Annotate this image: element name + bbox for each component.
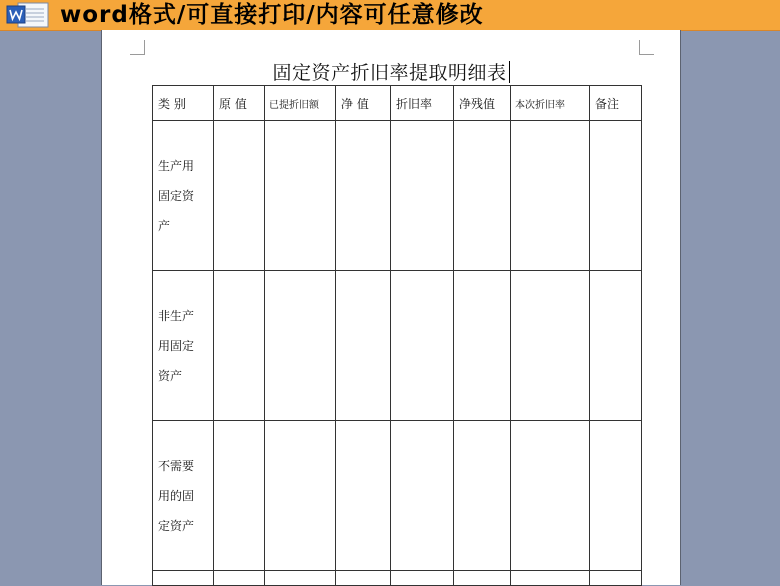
text-cursor — [509, 61, 510, 83]
table-row — [153, 271, 642, 421]
table-cell[interactable] — [214, 421, 265, 571]
category-line: 不需要 — [158, 458, 195, 473]
header-category[interactable]: 类 别 — [153, 86, 214, 121]
table-cell[interactable] — [214, 121, 265, 271]
table-cell[interactable] — [590, 571, 642, 586]
category-cell[interactable] — [153, 121, 214, 271]
category-line: 非生产 — [158, 308, 195, 323]
table-cell[interactable] — [454, 271, 511, 421]
table-cell[interactable] — [391, 271, 454, 421]
table-cell[interactable] — [336, 421, 391, 571]
category-line: 用的固 — [158, 488, 195, 503]
table-cell[interactable] — [391, 571, 454, 586]
table-row — [153, 121, 642, 271]
table-row — [153, 421, 642, 571]
header-accumulated-depreciation[interactable]: 已提折旧额 — [265, 86, 336, 121]
table-cell[interactable] — [590, 121, 642, 271]
category-line: 固定资 — [158, 188, 195, 203]
header-current-depreciation-rate[interactable]: 本次折旧率 — [511, 86, 590, 121]
header-original-value[interactable]: 原 值 — [214, 86, 265, 121]
table-cell[interactable] — [391, 121, 454, 271]
table-cell[interactable] — [511, 421, 590, 571]
category-line: 资产 — [158, 368, 183, 383]
category-line: 定资产 — [158, 518, 195, 533]
table-cell[interactable] — [265, 571, 336, 586]
table-cell[interactable] — [391, 421, 454, 571]
table-cell[interactable] — [590, 271, 642, 421]
category-line: 产 — [158, 218, 171, 233]
table-row — [153, 571, 642, 586]
table-cell[interactable] — [214, 271, 265, 421]
header-residual-value[interactable]: 净残值 — [454, 86, 511, 121]
table-cell[interactable] — [214, 571, 265, 586]
header-remarks[interactable]: 备注 — [590, 86, 642, 121]
document-title-text[interactable]: 固定资产折旧率提取明细表 — [272, 62, 507, 84]
category-cell[interactable] — [153, 421, 214, 571]
table-cell[interactable] — [336, 271, 391, 421]
header-depreciation-rate[interactable]: 折旧率 — [391, 86, 454, 121]
document-page[interactable] — [101, 30, 681, 585]
depreciation-table[interactable] — [152, 85, 642, 586]
table-cell[interactable] — [590, 421, 642, 571]
table-cell[interactable] — [454, 571, 511, 586]
table-cell[interactable] — [265, 121, 336, 271]
crop-mark-top-left — [130, 40, 145, 55]
table-cell[interactable] — [336, 571, 391, 586]
category-cell[interactable] — [153, 271, 214, 421]
top-banner — [0, 0, 780, 31]
table-header-row — [153, 86, 642, 121]
table-cell[interactable] — [336, 121, 391, 271]
table-cell[interactable] — [265, 271, 336, 421]
table-cell[interactable] — [454, 421, 511, 571]
crop-mark-top-right — [639, 40, 654, 55]
table-cell[interactable] — [153, 571, 214, 586]
table-cell[interactable] — [511, 571, 590, 586]
table-cell[interactable] — [511, 271, 590, 421]
table-cell[interactable] — [454, 121, 511, 271]
banner-title: word格式/可直接打印/内容可任意修改 — [60, 2, 484, 28]
header-net-value[interactable]: 净 值 — [336, 86, 391, 121]
document-title[interactable] — [102, 58, 680, 85]
category-line: 用固定 — [158, 338, 195, 353]
word-document-icon — [4, 2, 54, 28]
table-cell[interactable] — [265, 421, 336, 571]
category-line: 生产用 — [158, 158, 195, 173]
table-cell[interactable] — [511, 121, 590, 271]
